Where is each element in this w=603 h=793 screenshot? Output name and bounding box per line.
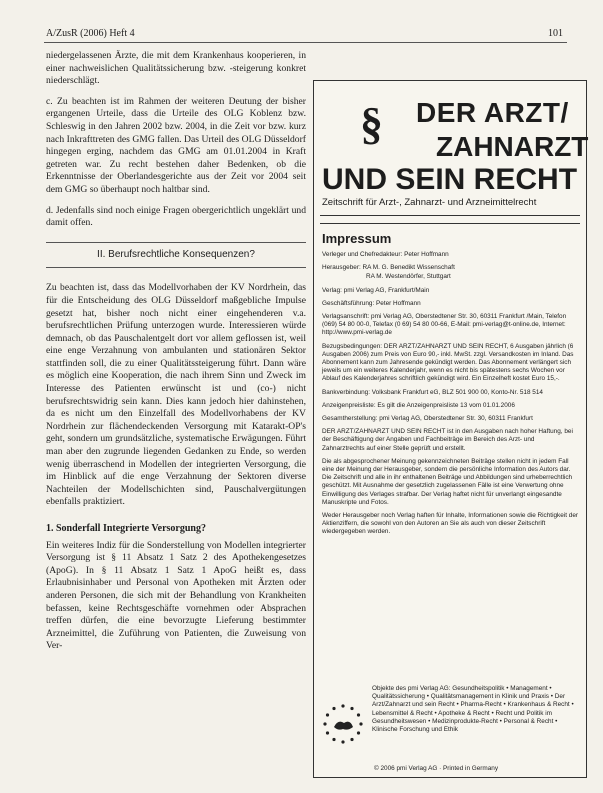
journal-logo (322, 87, 589, 196)
impressum-entry: DER ARZT/ZAHNARZT UND SEIN RECHT ist in den Ausgaben nach hoher Haftung, bei der Beschäftigung der Angaben und Fachbeiträge im Bereich des Arzt- und Zahnarztrechts auf einer Stelle geprüft und erstellt. (322, 428, 573, 452)
subsection-heading: 1. Sonderfall Integrierte Versorgung? (46, 523, 206, 534)
left-column (46, 50, 306, 661)
impressum-entry: Geschäftsführung: Peter Hoffmann (322, 299, 421, 307)
divider (320, 215, 580, 216)
paragraph: Ein weiteres Indiz für die Sonderstellung von Modellen integrierter Versorgung ist § 11 Absatz 1 Satz 2 des Apothekengesetzes (ApoG). In § 11 Absatz 1 Satz 1 ApoG heißt es, dass Erlaubnisinhaber und Personal von Apotheken mit Ärzten oder anderen Personen, die sich mit der Behandlung von Krankheiten befassen, keine Rechtsgeschäfte vornehmen oder Absprachen treffen dürfen, die eine bevorzugte Lieferung bestimmter Arzneimittel, die Zuführung von Patienten, die Zuweisung von Ver- (46, 539, 306, 652)
impressum-entry: Verlag: pmi Verlag AG, Frankfurt/Main (322, 286, 430, 294)
impressum-entry: Herausgeber: RA M. G. Benedikt Wissenschaft (322, 264, 455, 272)
impressum-entry: Anzeigenpreisliste: Es gilt die Anzeigenpreisliste 13 vom 01.01.2006 (322, 401, 515, 409)
header-rule (44, 42, 567, 43)
copyright-line: © 2006 pmi Verlag AG · Printed in Germany (374, 765, 499, 772)
logo-line: ZAHNARZT (436, 131, 589, 162)
impressum-box (313, 80, 587, 778)
page-number: 101 (548, 28, 563, 39)
impressum-entry: Weder Herausgeber noch Verlag haften für Inhalte, Informationen sowie die Richtigkeit der Aktienziffern, die sowohl von den Autoren an Sie als auch von dieser Zeitschrift wiedergegeben werden. (322, 512, 579, 536)
impressum-entry: Die als abgesprochener Meinung gekennzeichneten Beiträge stellen nicht in jedem Fall eine der Meinung der Herausgeber, sondern die persönliche Information des Autors dar. Die Zeitschrift und alle in ihr enthaltenen Beiträge und Abbildungen sind urheberrechtlich geschützt. Mit Ausnahme der gesetzlich zugelassenen Fälle ist eine Verwertung ohne Einwilligung des Verlages strafbar. Der Verlag haftet nicht für unverlangt eingesandte Manuskripte und Fotos. (322, 457, 573, 506)
eu-stars-emblem-icon (320, 701, 366, 747)
impressum-entry: Verlagsanschrift: pmi Verlag AG, Oberstedtener Str. 30, 60311 Frankfurt /Main, Telefon (069) 54 80 00-0, Telefax (0 69) 54 80 00-66, E-Mail: pmi-verlag@t-online.de, Internet: http://www.pmi-verlag.de (322, 313, 567, 337)
logo-line: DER ARZT/ (416, 97, 569, 128)
journal-reference: A/ZusR (2006) Heft 4 (46, 28, 135, 39)
paragraph: c. Zu beachten ist im Rahmen der weiteren Deutung der bisher ergangenen Urteile, dass die Urteile des OLG Koblenz bzw. Schleswig in den Jahren 2002 bzw. 2004, in die Zeit vor bzw. kurz nach Inkrafttreten des GMG fallen. Das Urteil des OLG Düsseldorf hingegen erging, nachdem das GMG am 01.01.2004 in Kraft getreten war. Zu recht bestehen daher Bedenken, ob die Erkenntnisse der Oberlandesgerichte aus der Zeit vor 2004 seit dem GMG so überhaupt noch haltbar sind. (46, 95, 306, 195)
impressum-body (322, 251, 578, 542)
paragraph: Zu beachten ist, dass das Modellvorhaben der KV Nordrhein, das für die Entscheidung des OLG Düsseldorf maßgebliche Impulse gesetzt hat, bisher noch nicht einer eingehenderen v.a. berufsrechtlichen Prüfung unterzogen wurde. Interessieren würde demnach, ob das Pauschalentgelt dort vor allem geflossen ist, weil eine enge Verzahnung von ambulanten und stationären Sektor stattfinden soll, die zu einer Qualitätssteigerung führt. Dann wäre es möglich eine Kooperation, die nach ihrem Sinn und Zweck im Interesse des Patienten erwünscht ist und (co-) nicht berufsrechtswidrig sein kann. Dies kann jedoch hier dahinstehen, da es nicht um den Einzelfall des Modellvorhabens der KV Nordrhein zur flächendeckenden Versorgung mit Katarakt-OP's geht, sondern um grundsätzliche, systematische Erwägungen. Führt man aber den zugrunde liegenden Gedanken zu Ende, so werden wenig überraschend in Modellen der integrierten Versorgung, die im Hinblick auf die enge Verzahnung der Sektoren diverse Nachteilen der Modellschichten sind, Pauschalvergütungen ebenfalls praktiziert. (46, 282, 306, 508)
logo-line: UND SEIN RECHT (322, 163, 578, 196)
journal-tagline: Zeitschrift für Arzt-, Zahnarzt- und Arzneimittelrecht (322, 197, 537, 208)
running-header (46, 28, 563, 42)
publisher-titles: Objekte des pmi Verlag AG: Gesundheitspolitik • Management • Qualitätssicherung • Qualitätsmanagement in Klinik und Praxis • Der Arzt/Zahnarzt und sein Recht • Pharma-Recht • Krankenhaus & Recht • Lebensmittel & Recht • Apotheke & Recht • Recht und Politik im Gesundheitswesen • Medizinprodukte-Recht • Personal & Recht • Klinische Forschung und Ethik (372, 685, 574, 734)
impressum-heading: Impressum (322, 231, 392, 246)
impressum-entry: Gesamtherstellung: pmi Verlag AG, Oberstedtener Str. 30, 60311 Frankfurt (322, 415, 533, 423)
impressum-entry: Bankverbindung: Volksbank Frankfurt eG, BLZ 501 900 00, Konto-Nr. 518 514 (322, 388, 543, 396)
paragraph-sign-icon: § (360, 98, 383, 149)
impressum-entry: RA M. Westendörfer, Stuttgart (366, 273, 451, 281)
impressum-entry: Bezugsbedingungen: DER ARZT/ZAHNARZT UND SEIN RECHT, 6 Ausgaben jährlich (6 Ausgaben 2006) zum Preis von Euro 90,- inkl. MwSt. zzgl. Versandkosten im Inland. Das Abonnement kann zum Jahresende gekündigt werden. Das Abonnement verlängert sich jeweils um ein weiteres Kalenderjahr, wenn es nicht bis spätestens sechs Wochen vor Ablauf des Kalenderjahres schriftlich gekündigt wird. Ein Einzelheft kostet Euro 15,-. (322, 342, 574, 383)
section-heading: II. Berufsrechtliche Konsequenzen? (46, 242, 306, 269)
paragraph: niedergelassenen Ärzte, die mit dem Krankenhaus kooperieren, in einer nachweislichen Qualitätssicherung bzw. -steigerung konkret niederschlägt. (46, 50, 306, 87)
paragraph: d. Jedenfalls sind noch einige Fragen obergerichtlich ungeklärt und damit offen. (46, 204, 306, 229)
impressum-entry: Verleger und Chefredakteur: Peter Hoffmann (322, 251, 449, 258)
divider (320, 223, 580, 224)
